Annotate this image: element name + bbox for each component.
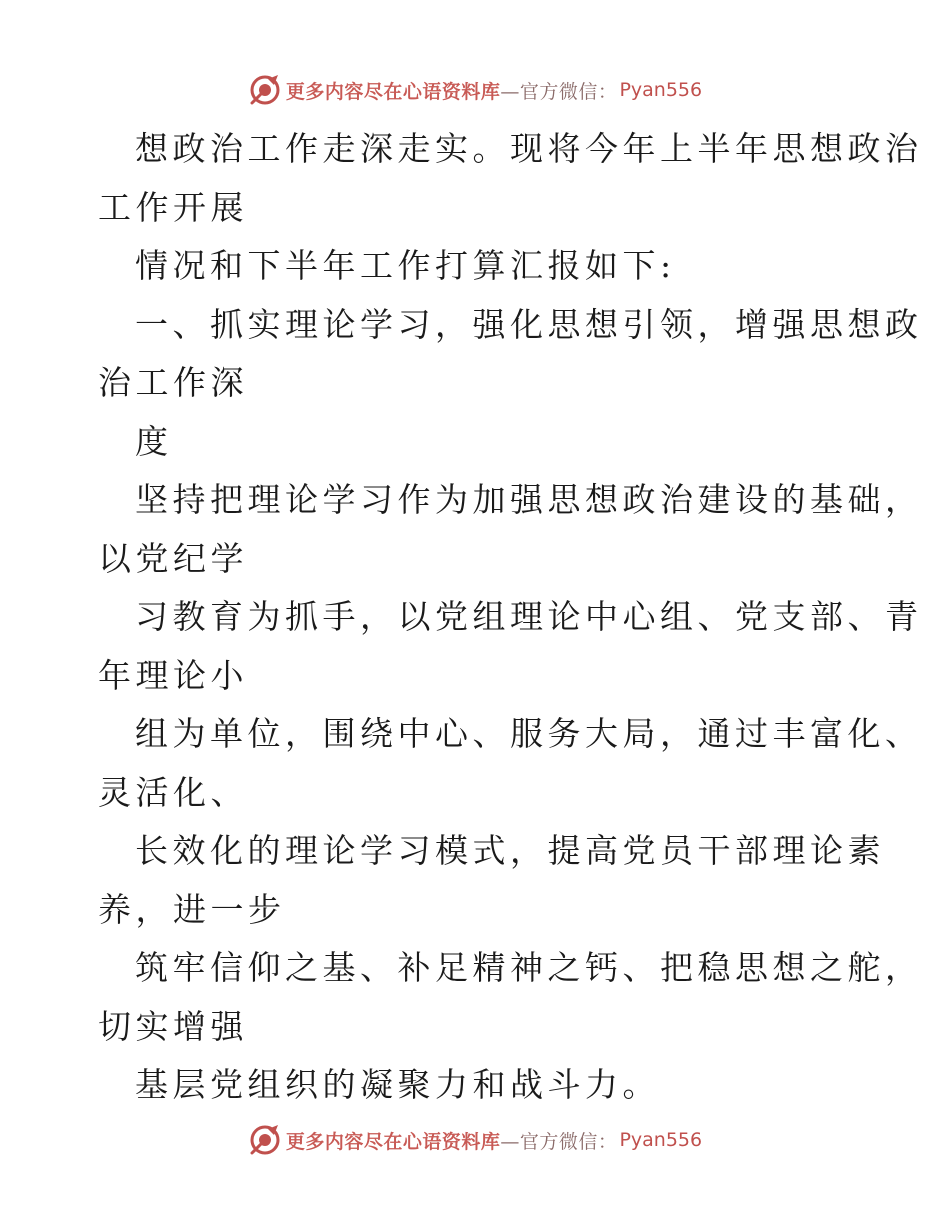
text-line: 度 [135, 421, 173, 461]
text-line: 想政治工作走深走实。现将今年上半年思想政治 [135, 129, 923, 168]
text-line: 养，进一步 [98, 889, 286, 929]
document-body [98, 120, 923, 1115]
watermark-text [286, 1127, 618, 1154]
watermark-wechat-id: Pyan556 [619, 1129, 703, 1151]
text-line: 情况和下半年工作打算汇报如下: [135, 246, 676, 285]
text-line: 切实增强 [98, 1006, 248, 1046]
watermark-suffix: 官方微信： [519, 1130, 618, 1153]
text-line: 筑牢信仰之基、补足精神之钙、把稳思想之舵， [135, 948, 923, 987]
watermark-wechat-id: Pyan556 [619, 79, 703, 101]
watermark-text [286, 77, 618, 104]
text-line: 以党纪学 [98, 538, 248, 578]
watermark-suffix: 官方微信： [519, 80, 618, 103]
text-line: 年理论小 [98, 655, 248, 695]
text-line: 长效化的理论学习模式，提高党员干部理论素 [135, 831, 885, 870]
watermark-separator: — [500, 1130, 520, 1153]
text-line: 灵活化、 [98, 772, 248, 812]
text-line: 一、抓实理论学习，强化思想引领，增强思想政 [135, 304, 923, 344]
text-line: 工作开展 [98, 187, 248, 227]
header-watermark [0, 70, 950, 110]
text-line: 治工作深 [98, 363, 248, 402]
text-line: 习教育为抓手，以党组理论中心组、党支部、青 [135, 597, 923, 636]
watermark-separator: — [500, 80, 520, 103]
watermark-main: 更多内容尽在心语资料库 [285, 80, 501, 103]
pen-logo-icon [248, 1123, 282, 1157]
pen-logo-icon [248, 73, 282, 107]
footer-watermark [0, 1120, 950, 1160]
watermark-main: 更多内容尽在心语资料库 [285, 1130, 501, 1153]
text-line: 坚持把理论学习作为加强思想政治建设的基础， [135, 480, 923, 519]
text-line: 基层党组织的凝聚力和战斗力。 [135, 1065, 660, 1104]
text-line: 组为单位，围绕中心、服务大局，通过丰富化、 [135, 714, 923, 753]
